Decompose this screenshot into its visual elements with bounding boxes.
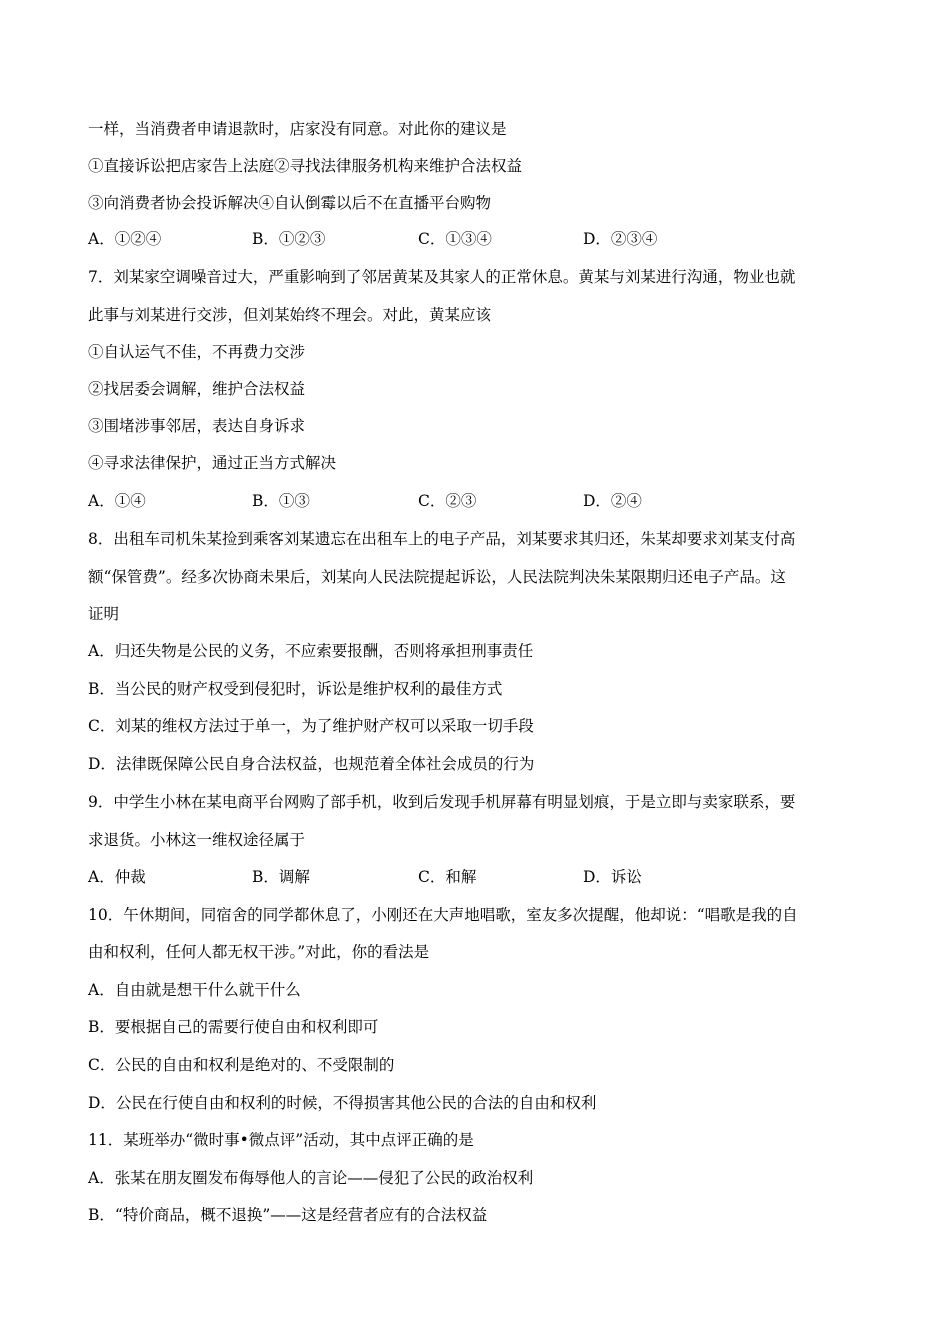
- question-11-stem: 11．某班举办“微时事•微点评”活动，其中点评正确的是: [88, 1131, 474, 1149]
- option-b: B．当公民的财产权受到侵犯时，诉讼是维护权利的最佳方式: [88, 680, 503, 698]
- option-a: A．张某在朋友圈发布侮辱他人的言论——侵犯了公民的政治权利: [88, 1169, 534, 1187]
- statement-4: ④寻求法律保护，通过正当方式解决: [88, 454, 337, 472]
- option-c: C．公民的自由和权利是绝对的、不受限制的: [88, 1056, 395, 1074]
- question-9-stem: 9．中学生小林在某电商平台网购了部手机，收到后发现手机屏幕有明显划痕，于是立即与卖家联系，要: [88, 793, 796, 811]
- option-c: C．①③④: [418, 230, 492, 248]
- option-a: A．归还失物是公民的义务，不应索要报酬，否则将承担刑事责任: [88, 642, 534, 660]
- statement-3: ③围堵涉事邻居，表达自身诉求: [88, 417, 306, 435]
- option-d: D．②③④: [583, 230, 658, 248]
- option-d: D．诉讼: [583, 868, 642, 886]
- statement-1-2: ①直接诉讼把店家告上法庭②寻找法律服务机构来维护合法权益: [88, 157, 523, 175]
- question-8-stem: 8．出租车司机朱某捡到乘客刘某遗忘在出租车上的电子产品，刘某要求其归还，朱某却要求刘某支付高: [88, 530, 796, 548]
- option-d: D．②④: [583, 492, 642, 510]
- statement-1: ①自认运气不佳，不再费力交涉: [88, 343, 306, 361]
- option-d: D．公民在行使自由和权利的时候，不得损害其他公民的合法的自由和权利: [88, 1094, 597, 1112]
- option-b: B．①③: [252, 492, 310, 510]
- option-b: B．调解: [252, 868, 310, 886]
- statement-2: ②找居委会调解，维护合法权益: [88, 380, 306, 398]
- option-a: A．仲裁: [88, 868, 146, 886]
- option-c: C．②③: [418, 492, 477, 510]
- question-10-stem: 10．午休期间，同宿舍的同学都休息了，小刚还在大声地唱歌，室友多次提醒，他却说：“唱歌是我的自: [88, 906, 798, 924]
- statement-3-4: ③向消费者协会投诉解决④自认倒霉以后不在直播平台购物: [88, 194, 492, 212]
- option-a: A．①④: [88, 492, 146, 510]
- question-9-stem-cont: 求退货。小林这一维权途径属于: [88, 831, 306, 849]
- option-c: C．刘某的维权方法过于单一，为了维护财产权可以采取一切手段: [88, 717, 534, 735]
- question-7-stem-cont: 此事与刘某进行交涉，但刘某始终不理会。对此，黄某应该: [88, 306, 492, 324]
- question-continuation-text: 一样，当消费者申请退款时，店家没有同意。对此你的建议是: [88, 120, 507, 138]
- question-8-stem-cont: 额“保管费”。经多次协商未果后，刘某向人民法院提起诉讼，人民法院判决朱某限期归还电子产品。这: [88, 568, 786, 586]
- question-7-stem: 7．刘某家空调噪音过大，严重影响到了邻居黄某及其家人的正常休息。黄某与刘某进行沟通，物业也就: [88, 268, 796, 286]
- option-d: D．法律既保障公民自身合法权益，也规范着全体社会成员的行为: [88, 755, 535, 773]
- option-b: B．要根据自己的需要行使自由和权利即可: [88, 1018, 379, 1036]
- option-b: B．①②③: [252, 230, 326, 248]
- option-a: A．①②④: [88, 230, 162, 248]
- option-c: C．和解: [418, 868, 477, 886]
- option-b: B．“特价商品，概不退换”——这是经营者应有的合法权益: [88, 1206, 488, 1224]
- option-a: A．自由就是想干什么就干什么: [88, 981, 301, 999]
- question-8-stem-end: 证明: [88, 605, 120, 623]
- question-10-stem-cont: 由和权利，任何人都无权干涉。”对此，你的看法是: [88, 943, 430, 961]
